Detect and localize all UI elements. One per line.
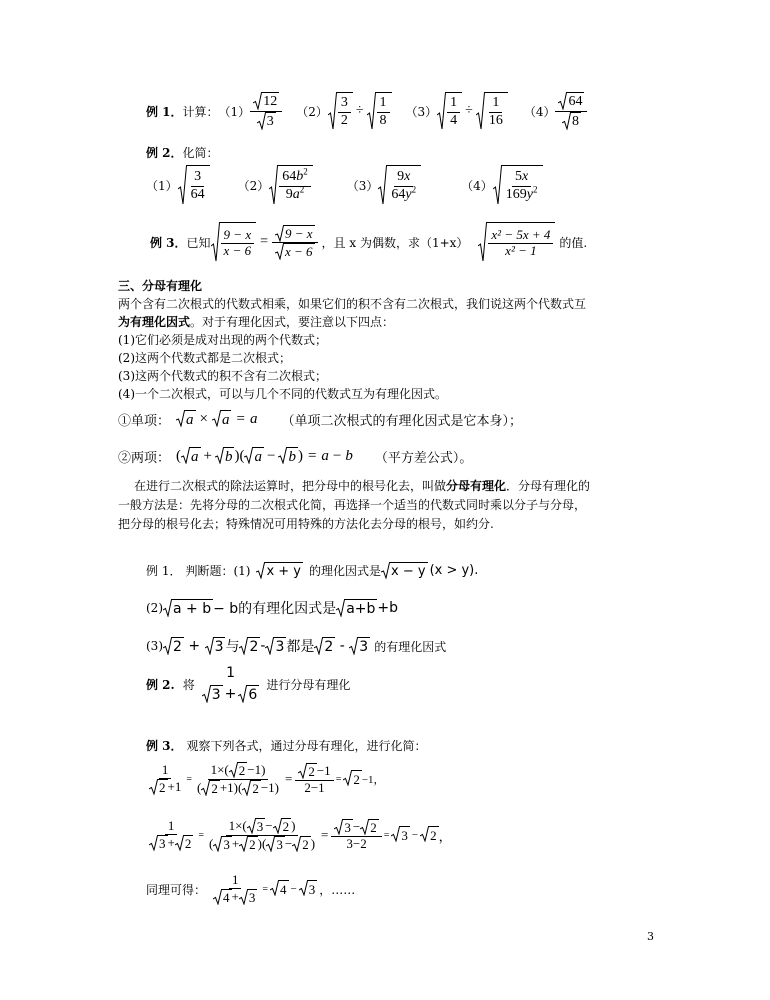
point-4: (4)一个二次根式，可以与几个不同的代数式互为有理化因式。 bbox=[118, 387, 448, 401]
judge-question-3-formula: 2 + 3 与 2 - 3 都是 2 - 3 bbox=[163, 636, 370, 656]
single-term-formula: a × a = a bbox=[176, 410, 257, 429]
point-3: (3)这两个代数式的积不含有二次根式； bbox=[118, 369, 327, 383]
radical: $\frac{1}{4}$ bbox=[437, 92, 462, 130]
intro-line-1: 两个含有二次根式的代数式相乘，如果它们的积不含有二次根式，我们说这两个代数式互 bbox=[118, 297, 587, 311]
page-number: 3 bbox=[647, 930, 654, 943]
item-2: （2） bbox=[296, 104, 328, 119]
radical: $\frac{5x}{169y^2}$ bbox=[493, 165, 543, 205]
example-2-heading: 例 2．化简： bbox=[146, 146, 219, 160]
observation-formula-2: 1 3 + 2 = 1×( 3 − 2 ) ( 3 + 2 )( 3 − 2 ) = 3 − 2 3−2 = 3 − 2 ， bbox=[146, 818, 452, 853]
radical: x − y bbox=[381, 562, 428, 579]
radical: a + b bbox=[163, 599, 213, 617]
single-term-rule: ①单项： a × a = a （单项二次根式的有理化因式是它本身）； bbox=[118, 411, 522, 429]
radical: $\frac{3}{2}$ bbox=[328, 92, 353, 130]
fraction: $\frac{9 - x}{x - 6}$ bbox=[272, 225, 318, 260]
observation-formula-1: 1 2 +1 = 1×( 2 −1) ( 2 +1)( 2 −1) = 2 −1 2−1 = 2 −1， bbox=[146, 762, 385, 797]
example-3-given: 例 3． 已知 $\frac{9 - x}{x - 6}$ = $\frac{9 - x}{x - 6}$ ，且 x 为偶数，求（1+x） $\frac{\text{x² − 5x + 4}}{\text{x² − 1}}$ 的值. bbox=[150, 222, 587, 262]
two-term-formula: ( a + b )( a − b ) = a − b bbox=[176, 448, 353, 465]
paragraph-line-1: 在进行二次根式的除法运算时，把分母中的根号化去，叫做分母有理化．分母有理化的 bbox=[134, 479, 591, 493]
item-1: （1） bbox=[218, 104, 251, 119]
example-3-observe: 例 3． 观察下列各式，通过分母有理化，进行化简： bbox=[146, 739, 427, 753]
radical: $\frac{9x}{64y^2}$ bbox=[378, 165, 421, 205]
item-3: （3） bbox=[405, 104, 438, 119]
point-2: (2)这两个代数式都是二次根式； bbox=[118, 351, 291, 365]
radical: $\frac{\text{x² − 5x + 4}}{\text{x² − 1}}$ bbox=[478, 222, 555, 262]
example-text: 计算： bbox=[182, 104, 219, 119]
intro-line-2: 为有理化因式。对于有理化因式，要注意以下四点： bbox=[118, 315, 395, 329]
item-4: （4） bbox=[523, 104, 556, 119]
paragraph-line-3: 把分母的根号化去；特殊情况可用特殊的方法化去分母的根号，如约分. bbox=[118, 517, 494, 531]
observation-formula-3: 同理可得： 1 4 + 3 = 4 − 3 ，…… bbox=[146, 872, 356, 905]
radical: a+b bbox=[336, 599, 377, 617]
judge-question-1: 例 1． 判断题：(1) x + y 的理化因式是 x − y (x > y). bbox=[146, 563, 479, 579]
example-1-calc: 例 1． 计算： （1） $\frac{12}{3}$ （2） $\frac{3}{2}$ ÷ $\frac{1}{8}$ （3） $\frac{1}{4}$ ÷ $\frac{1}{16}$ （4） $\frac{64}{8}$ bbox=[146, 92, 587, 130]
example-2-items: （1） $\frac{3}{64}$ （2） $\frac{64b^2}{9a^2}$ （3） $\frac{9x}{64y^2}$ （4） $\frac{5x}{169y^2}$ bbox=[146, 165, 543, 205]
example-label: 例 1． bbox=[146, 104, 183, 119]
radical: x + y bbox=[256, 562, 303, 579]
radical: $\frac{9 - x}{x - 6}$ bbox=[211, 222, 257, 262]
radical: $\frac{64b^2}{9a^2}$ bbox=[269, 165, 313, 205]
paragraph-line-2: 一般方法是：先将分母的二次根式化简，再选择一个适当的代数式同时乘以分子与分母， bbox=[118, 498, 587, 512]
example-2-rationalize: 例 2. 将 1 3 + 6 进行分母有理化 bbox=[146, 665, 351, 704]
fraction: 1 3 + 6 bbox=[199, 665, 263, 703]
radical: $\frac{1}{8}$ bbox=[367, 92, 392, 130]
radical: $\frac{3}{64}$ bbox=[178, 165, 210, 205]
section-heading: 三、分母有理化 bbox=[118, 279, 203, 293]
judge-question-2: (2) a + b − b的有理化因式是 a+b +b bbox=[146, 600, 399, 617]
point-1: (1)它们必须是成对出现的两个代数式； bbox=[118, 333, 327, 347]
fraction: $\frac{12}{3}$ bbox=[250, 92, 282, 129]
fraction: $\frac{64}{8}$ bbox=[555, 92, 587, 129]
two-term-rule: ②两项： ( a + b )( a − b ) = a − b （平方差公式）。 bbox=[118, 448, 473, 466]
judge-question-3: (3) 2 + 3 与 2 - 3 都是 2 - 3 的有理化因式 bbox=[146, 638, 447, 655]
radical: $\frac{1}{16}$ bbox=[476, 92, 508, 130]
